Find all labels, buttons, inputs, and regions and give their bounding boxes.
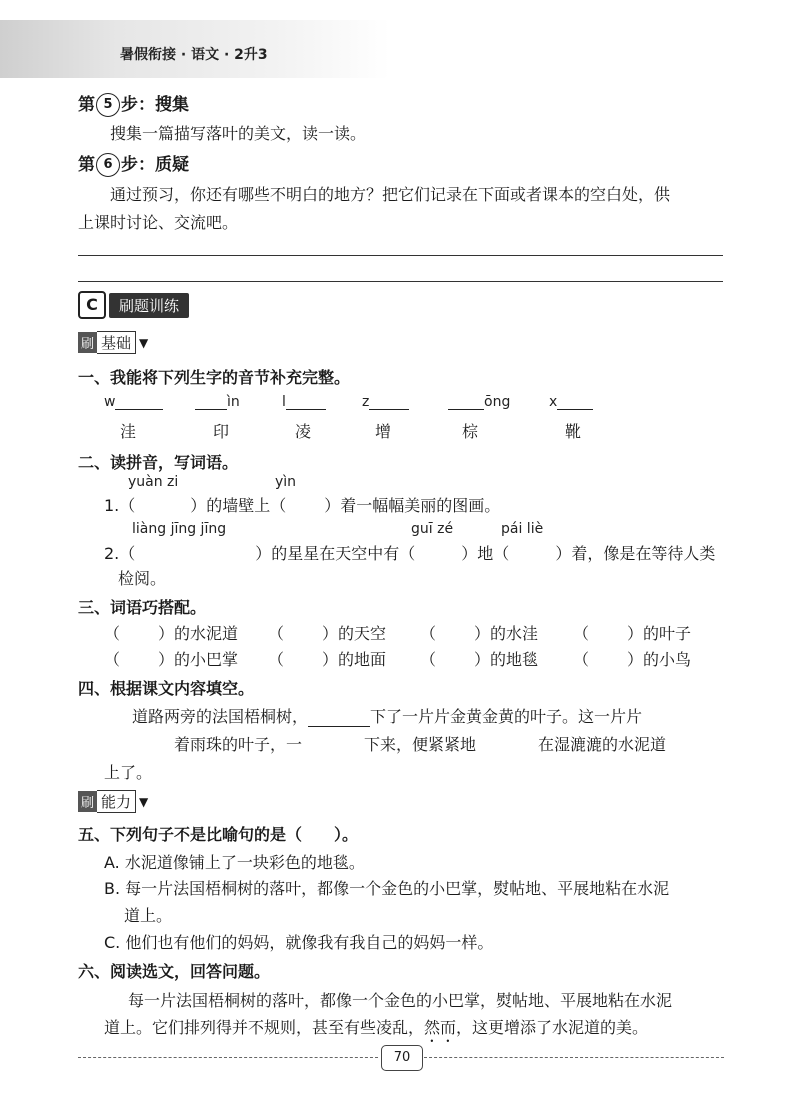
q3-item-6: （ ）的地面 — [268, 650, 387, 669]
step5-body: 搜集一篇描写落叶的美文，读一读。 — [110, 124, 367, 143]
q4-line2: 着雨珠的叶子，一 下来，便紧紧地 在湿漉漉的水泥道 — [174, 735, 667, 754]
q3-item-2: （ ）的天空 — [268, 624, 387, 643]
section-c-banner — [78, 292, 189, 318]
q6-passage-line1: 每一片法国梧桐树的落叶，都像一个金色的小巴掌，熨帖地、平展地粘在水泥 — [128, 991, 673, 1010]
q1-char-6: 靴 — [565, 422, 582, 441]
q4-line3: 上了。 — [104, 763, 153, 782]
q4-line1: 道路两旁的法国梧桐树， 下了一片片金黄金黄的叶子。这一片片 — [132, 707, 643, 726]
q1-char-3: 凌 — [295, 422, 312, 441]
q3-item-8: （ ）的小鸟 — [573, 650, 692, 669]
q1-title: 一、我能将下列生字的音节补充完整。 — [78, 368, 351, 387]
q3-item-7: （ ）的地毯 — [420, 650, 539, 669]
q3-item-5: （ ）的小巴掌 — [104, 650, 239, 669]
writing-line-1 — [78, 255, 723, 256]
q3-item-1: （ ）的水泥道 — [104, 624, 239, 643]
step6-suffix: 步：质疑 — [121, 155, 189, 175]
q1-char-5: 棕 — [462, 422, 479, 441]
q1-char-4: 增 — [375, 422, 392, 441]
ability-tag-label: 能力 — [97, 790, 136, 813]
writing-line-2 — [78, 281, 723, 282]
step5-prefix: 第 — [78, 95, 95, 115]
triangle-down-icon: ▼ — [139, 335, 149, 350]
q1-char-2: 印 — [213, 422, 230, 441]
q1-pinyin-3: l — [282, 394, 326, 410]
basic-tag-box: 刷 — [78, 332, 97, 353]
q2-pinyin-2a: liàng jīng jīng — [132, 521, 227, 537]
step6-body-line1: 通过预习，你还有哪些不明白的地方？把它们记录在下面或者课本的空白处，供 — [110, 185, 671, 204]
q1-pinyin-4: z — [362, 394, 409, 410]
q2-pinyin-1a: yuàn zi — [128, 474, 179, 490]
q1-char-1: 洼 — [120, 422, 137, 441]
q1-pinyin-1: w — [104, 394, 163, 410]
q2-line1: 1.（ ）的墙壁上（ ）着一幅幅美丽的图画。 — [104, 496, 501, 515]
q2-line2-cont: 检阅。 — [118, 569, 167, 588]
footer-dashed-line-left — [78, 1057, 378, 1058]
q5-option-b-line1: B. 每一片法国梧桐树的落叶，都像一个金色的小巴掌，熨帖地、平展地粘在水泥 — [104, 879, 670, 898]
step5-number: 5 — [96, 93, 120, 117]
q6-title: 六、阅读选文，回答问题。 — [78, 962, 271, 981]
step6-heading — [78, 150, 189, 177]
q2-line2: 2.（ ）的星星在天空中有（ ）地（ ）着，像是在等待人类 — [104, 544, 716, 563]
q3-item-3: （ ）的水洼 — [420, 624, 539, 643]
q4-title: 四、根据课文内容填空。 — [78, 679, 255, 698]
q5-option-b-line2: 道上。 — [124, 906, 173, 925]
emphasized-word: 然而 — [424, 1018, 457, 1037]
q2-title: 二、读拼音，写词语。 — [78, 453, 239, 472]
footer-dashed-line-right — [424, 1057, 724, 1058]
basic-tag-label: 基础 — [97, 331, 136, 354]
q2-pinyin-2b: guī zé — [411, 521, 454, 537]
q5-title: 五、下列句子不是比喻句的是（ ）。 — [78, 825, 359, 844]
ability-tag — [78, 790, 148, 813]
step5-heading — [78, 90, 189, 117]
q1-pinyin-2: ìn — [195, 394, 240, 410]
q5-option-c: C. 他们也有他们的妈妈，就像我有我自己的妈妈一样。 — [104, 933, 494, 952]
q3-item-4: （ ）的叶子 — [573, 624, 692, 643]
q1-pinyin-6: x — [549, 394, 593, 410]
header-title: 暑假衔接 · 语文 · 2升3 — [120, 47, 268, 63]
section-c-title: 刷题训练 — [109, 293, 189, 318]
q6-passage-line2: 道上。它们排列得并不规则，甚至有些凌乱，然而，这更增添了水泥道的美。 — [104, 1018, 649, 1037]
section-c-letter: C — [78, 291, 106, 319]
basic-tag — [78, 331, 148, 354]
step5-suffix: 步：搜集 — [121, 95, 189, 115]
q3-title: 三、词语巧搭配。 — [78, 598, 207, 617]
q2-pinyin-2c: pái liè — [501, 521, 544, 537]
q5-option-a: A. 水泥道像铺上了一块彩色的地毯。 — [104, 853, 365, 872]
step6-body-line2: 上课时讨论、交流吧。 — [78, 213, 239, 232]
triangle-down-icon: ▼ — [139, 794, 149, 809]
step6-number: 6 — [96, 153, 120, 177]
q1-pinyin-5: ōng — [448, 394, 510, 410]
q2-pinyin-1b: yìn — [275, 474, 297, 490]
ability-tag-box: 刷 — [78, 791, 97, 812]
page-number: 70 — [381, 1045, 423, 1071]
step6-prefix: 第 — [78, 155, 95, 175]
